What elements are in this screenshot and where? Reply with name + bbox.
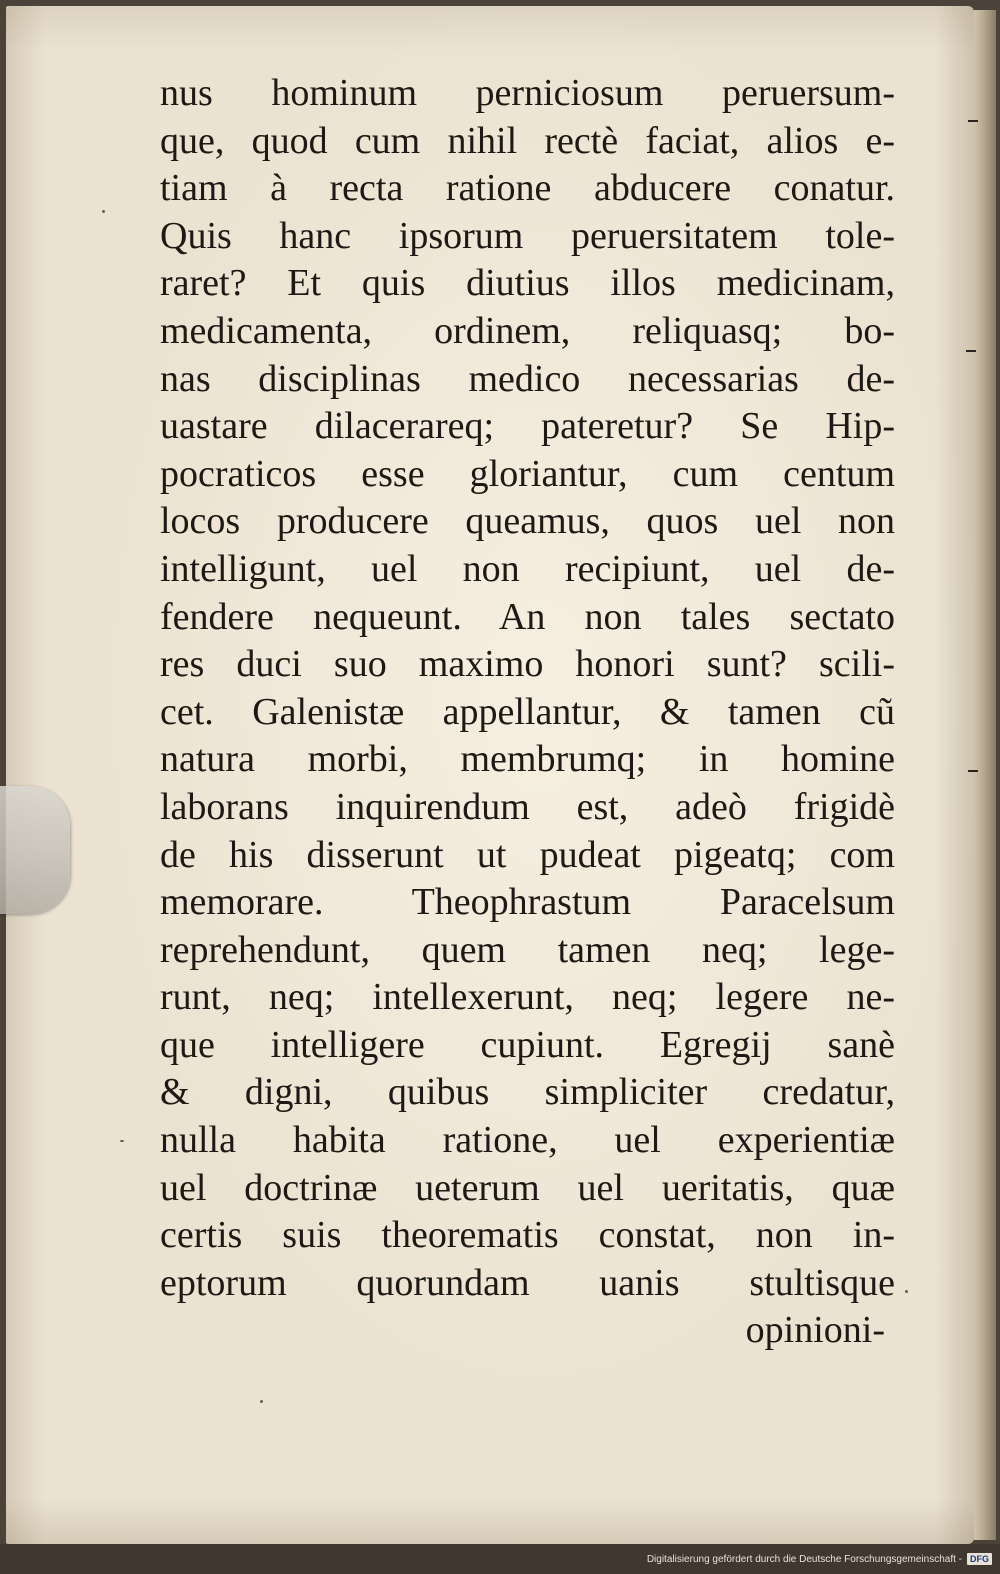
text-line: natura morbi, membrumq; in homine xyxy=(160,738,895,781)
text-line: intelligunt, uel non recipiunt, uel de- xyxy=(160,547,895,590)
text-line: locos producere queamus, quos uel non xyxy=(160,500,895,543)
credit-text: Digitalisierung gefördert durch die Deutsche Forschungsgemeinschaft - xyxy=(646,1553,962,1565)
page-edge xyxy=(974,10,996,1540)
edge-mark xyxy=(968,120,978,122)
edge-mark xyxy=(968,770,978,772)
text-line: Quis hanc ipsorum peruersitatem tole- xyxy=(160,214,895,257)
catchword: opinioni- xyxy=(745,1309,885,1352)
digitization-credit xyxy=(647,1553,992,1565)
edge-mark xyxy=(966,350,976,352)
text-line: eptorum quorundam uanis stultisque xyxy=(160,1261,895,1304)
text-line: pocraticos esse gloriantur, cum centum xyxy=(160,452,895,495)
book-clip xyxy=(0,786,70,914)
text-line: uastare dilacerareq; pateretur? Se Hip- xyxy=(160,405,895,448)
text-line: laborans inquirendum est, adeò frigidè xyxy=(160,785,895,828)
text-line: res duci suo maximo honori sunt? scili- xyxy=(160,643,895,686)
text-line: tiam à recta ratione abducere conatur. xyxy=(160,167,895,210)
text-line: que, quod cum nihil rectè faciat, alios e- xyxy=(160,119,895,162)
text-line: reprehendunt, quem tamen neq; lege- xyxy=(160,928,895,971)
text-line: uel doctrinæ ueterum uel ueritatis, quæ xyxy=(160,1166,895,1209)
dfg-logo: DFG xyxy=(967,1553,992,1565)
text-line: raret? Et quis diutius illos medicinam, xyxy=(160,262,895,305)
text-line: que intelligere cupiunt. Egregij sanè xyxy=(160,1023,895,1066)
text-line: cet. Galenistæ appellantur, & tamen cũ xyxy=(160,690,895,733)
paper-speck xyxy=(260,1400,263,1403)
text-line: nulla habita ratione, uel experientiæ xyxy=(160,1119,895,1162)
paper-speck xyxy=(102,210,105,213)
text-line: medicamenta, ordinem, reliquasq; bo- xyxy=(160,309,895,352)
text-line: nus hominum perniciosum peruersum- xyxy=(160,72,895,114)
text-line: & digni, quibus simpliciter credatur, xyxy=(160,1071,895,1114)
text-line: memorare. Theophrastum Paracelsum xyxy=(160,881,895,924)
body-text xyxy=(160,70,895,1355)
text-line: nas disciplinas medico necessarias de- xyxy=(160,357,895,400)
text-line: runt, neq; intellexerunt, neq; legere ne- xyxy=(160,976,895,1019)
text-line: fendere nequeunt. An non tales sectato xyxy=(160,595,895,638)
text-line: de his disserunt ut pudeat pigeatq; com xyxy=(160,833,895,876)
paper-speck xyxy=(905,1290,908,1293)
text-line: certis suis theorematis constat, non in- xyxy=(160,1214,895,1257)
paper-speck xyxy=(120,1140,124,1142)
